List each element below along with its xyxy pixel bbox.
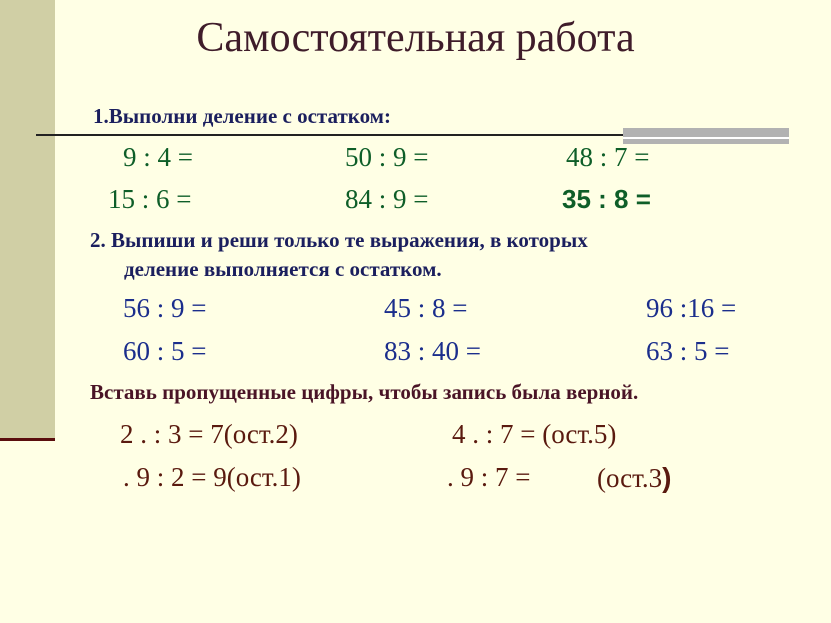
task2-expression: 60 : 5 = <box>123 336 207 366</box>
sidebar-underline <box>0 438 55 441</box>
sidebar-decoration <box>0 0 55 438</box>
task2-expression: 96 :16 = <box>646 293 737 323</box>
page-title: Самостоятельная работа <box>196 15 635 61</box>
task3-remainder <box>597 462 672 494</box>
divider-line <box>36 134 624 136</box>
task1-expression: 15 : 6 = <box>108 184 192 214</box>
task3-heading: Вставь пропущенные цифры, чтобы запись была верной. <box>90 380 639 404</box>
task1-expression: 35 : 8 = <box>562 184 651 214</box>
task1-heading: 1.Выполни деление с остатком: <box>93 104 391 128</box>
task2-expression: 56 : 9 = <box>123 293 207 323</box>
task1-expression: 50 : 9 = <box>345 142 429 172</box>
task2-expression: 63 : 5 = <box>646 336 730 366</box>
task1-expression: 9 : 4 = <box>123 142 193 172</box>
task2-expression: 45 : 8 = <box>384 293 468 323</box>
task2-heading-line2: деление выполняется с остатком. <box>124 257 442 281</box>
task1-expression: 84 : 9 = <box>345 184 429 214</box>
task2-expression: 83 : 40 = <box>384 336 481 366</box>
task1-expression: 48 : 7 = <box>566 142 650 172</box>
task3-expression: . 9 : 2 = 9(ост.1) <box>123 462 301 492</box>
task3-closing-paren: ) <box>662 462 672 493</box>
task3-expression: . 9 : 7 = <box>447 462 531 492</box>
task3-expression: 2 . : 3 = 7(ост.2) <box>120 419 298 449</box>
task2-heading-line1: 2. Выпиши и реши только те выражения, в которых <box>90 228 588 252</box>
gray-accent-stripe <box>623 137 789 139</box>
task3-remainder-text: (ост.3 <box>597 463 663 493</box>
task3-expression: 4 . : 7 = (ост.5) <box>452 419 617 449</box>
